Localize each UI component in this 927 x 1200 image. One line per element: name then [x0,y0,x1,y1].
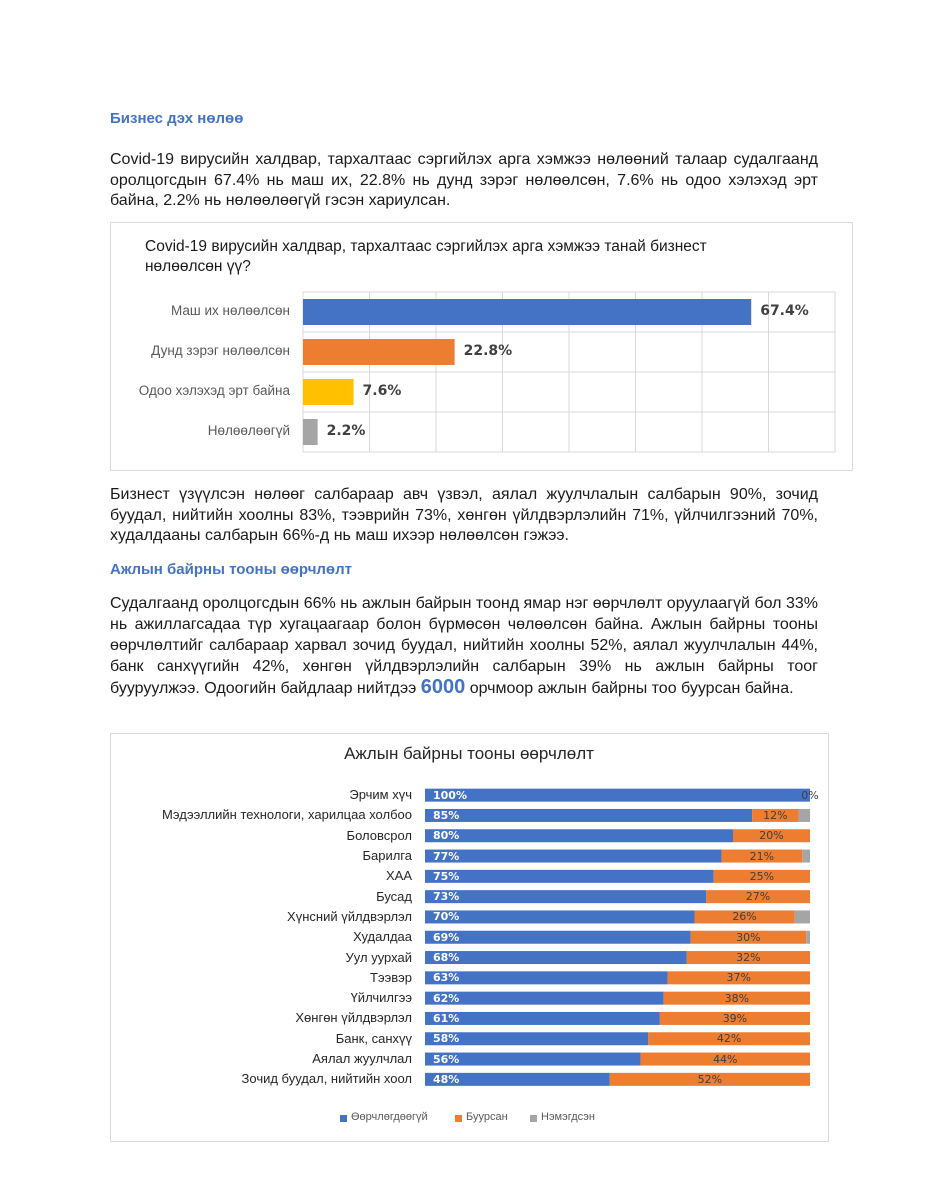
jobs-chart-data-label-unchanged: 80% [433,829,460,843]
impact-chart-data-label: 22.8% [463,343,513,359]
jobs-chart-category-label: Уул уурхай [345,949,412,965]
legend-label-unchanged: Өөрчлөгдөөгүй [351,1111,428,1123]
sector-paragraph: Бизнест үзүүлсэн нөлөөг салбараар авч үзвэл, аялал жуулчлалын салбарын 90%, зочид буудал, нийтийн хоолны 83%, тээврийн 73%, хөнгөн үйлдвэрлэлийн 71%, үйлчилгээний 70%, худалдааны салбарын 66%-д нь маш ихээр нөлөөлсөн гэжээ. [110,486,818,544]
jobs-chart-data-label-decreased: 12% [763,808,788,822]
impact-chart-category-label: Дунд зэрэг нөлөөлсөн [151,343,290,358]
jobs-chart-category-label: Мэдээллийн технологи, харилцаа холбоо [161,807,412,823]
jobs-chart-category-label: Хөнгөн үйлдвэрлэл [295,1010,412,1026]
jobs-chart-bar-unchanged [425,992,664,1005]
jobs-chart-data-label-decreased: 27% [745,890,771,904]
jobs-chart-bar-unchanged [425,951,687,964]
jobs-chart-data-label-unchanged: 56% [433,1052,460,1066]
jobs-chart-bar-unchanged [425,829,733,842]
jobs-chart-data-label-decreased: 30% [736,930,761,944]
jobs-chart-title: Ажлын байрны тооны өөрчлөлт [344,744,594,763]
jobs-chart-data-label-decreased: 21% [749,849,775,863]
jobs-chart-data-label-unchanged: 75% [433,869,460,883]
jobs-chart-data-label-decreased: 25% [749,869,775,883]
jobs-chart-data-label-decreased: 37% [726,971,751,985]
jobs-chart-bar-unchanged [425,971,668,984]
jobs-highlight-number: 6000 [420,676,466,698]
jobs-chart-category-label: Бусад [376,888,412,904]
jobs-chart-category-label: Барилга [362,848,412,864]
jobs-chart-bar-unchanged [425,809,752,822]
impact-chart-category-label: Нөлөөлөөгүй [207,423,290,438]
jobs-chart-data-label-unchanged: 63% [433,971,460,985]
legend-swatch-increased [530,1115,537,1122]
impact-chart-title: Covid-19 вирусийн халдвар, тархалтаас сэргийлэх арга хэмжээ танай бизнест нөлөөлсөн үү? [145,238,707,275]
jobs-paragraph-post: орчмоор ажлын байрны тоо буурсан байна. [469,680,794,697]
impact-chart-data-label: 7.6% [362,383,402,399]
jobs-chart-bar-increased [798,809,810,822]
jobs-chart-category-label: Хүнсний үйлдвэрлэл [287,908,412,924]
impact-heading: Бизнес дэх нөлөө [110,110,244,127]
impact-chart-category-label: Одоо хэлэхэд эрт байна [138,383,290,398]
jobs-chart-bar-increased [802,850,810,863]
jobs-chart-data-label-unchanged: 73% [433,890,460,904]
jobs-chart-data-label-unchanged: 61% [433,1011,460,1025]
jobs-chart-data-label-unchanged: 62% [433,991,460,1005]
jobs-chart-category-label: Боловсрол [346,827,412,843]
jobs-chart-bar-unchanged [425,890,706,903]
jobs-chart-category-label: Үйлчилгээ [350,990,412,1006]
legend-label-decreased: Буурсан [466,1111,508,1123]
jobs-chart-data-label-unchanged: 69% [433,930,460,944]
jobs-chart-bar-increased [795,910,810,923]
jobs-chart-category-label: Аялал жуулчлал [312,1051,412,1067]
jobs-chart-data-label-decreased: 44% [713,1052,738,1066]
jobs-chart-bar-unchanged [425,870,714,883]
jobs-chart-data-label-unchanged: 68% [433,951,460,965]
jobs-chart-data-label-decreased: 20% [759,829,784,843]
jobs-chart-data-label-unchanged: 100% [433,788,467,802]
jobs-chart-category-label: Зочид буудал, нийтийн хоол [241,1071,412,1087]
jobs-chart-bar-unchanged [425,931,691,944]
jobs-chart-data-label-unchanged: 48% [433,1072,460,1086]
jobs-chart-data-label-decreased: 52% [697,1072,723,1086]
legend-swatch-unchanged [340,1115,347,1122]
jobs-chart-category-label: Худалдаа [353,929,412,945]
jobs-chart-data-label-unchanged: 70% [433,910,460,924]
jobs-chart-data-label-decreased: 39% [722,1011,748,1025]
jobs-chart-bar-unchanged [425,850,721,863]
jobs-chart-data-label-unchanged: 58% [433,1032,460,1046]
jobs-chart-data-label-unchanged: 85% [433,808,460,822]
jobs-paragraph-pre: Судалгаанд оролцогсдын 66% нь ажлын байрын тоонд ямар нэг өөрчлөлт оруулаагүй бол 33% нь ажиллагсадаа түр хугацаагаар болон бүрмөсөн чөлөөлсөн байна. Ажлын байрны тооны өөрчлөлтийг салбараар харвал зочид буудал, нийтийн хоолны 52%, аялал жуулчлалын 44%, банк санхүүгийн 42%, хөнгөн үйлдвэрлэлийн салбарын 39% нь ажлын байрны тоог бууруулжээ. Одоогийн байдлаар нийтдээ [110,595,818,697]
impact-chart-category-label: Маш их нөлөөлсөн [171,303,290,318]
jobs-chart-bar-unchanged [425,789,810,802]
jobs-heading: Ажлын байрны тооны өөрчлөлт [110,561,352,578]
jobs-chart-data-label-decreased: 38% [724,991,750,1005]
impact-paragraph: Covid-19 вирусийн халдвар, тархалтаас сэргийлэх арга хэмжээ нөлөөний талаар судалгаанд оролцогсдын 67.4% нь маш их, 22.8% нь дунд зэрэг нөлөөлсөн, 7.6% нь одоо хэлэхэд эрт байна, 2.2% нь нөлөөлөөгүй гэсэн хариулсан. [110,151,818,209]
legend-label-increased: Нэмэгдсэн [541,1111,595,1123]
jobs-chart-category-label: Эрчим хүч [349,787,412,803]
jobs-chart-data-label-decreased: 0% [801,788,819,802]
jobs-chart-data-label-decreased: 32% [736,951,761,965]
jobs-chart-category-label: Тээвэр [370,969,412,985]
jobs-chart-bar-increased [806,931,810,944]
jobs-chart-bar-unchanged [425,1012,660,1025]
legend-swatch-decreased [455,1115,462,1122]
jobs-chart-category-label: ХАА [385,868,412,884]
jobs-chart-category-label: Банк, санхүү [335,1030,412,1046]
jobs-chart-data-label-decreased: 42% [716,1032,742,1046]
jobs-chart-data-label-unchanged: 77% [433,849,460,863]
jobs-chart-bar-unchanged [425,910,695,923]
jobs-chart-data-label-decreased: 26% [732,910,757,924]
impact-chart-data-label: 67.4% [760,303,809,319]
impact-chart-data-label: 2.2% [326,423,366,439]
